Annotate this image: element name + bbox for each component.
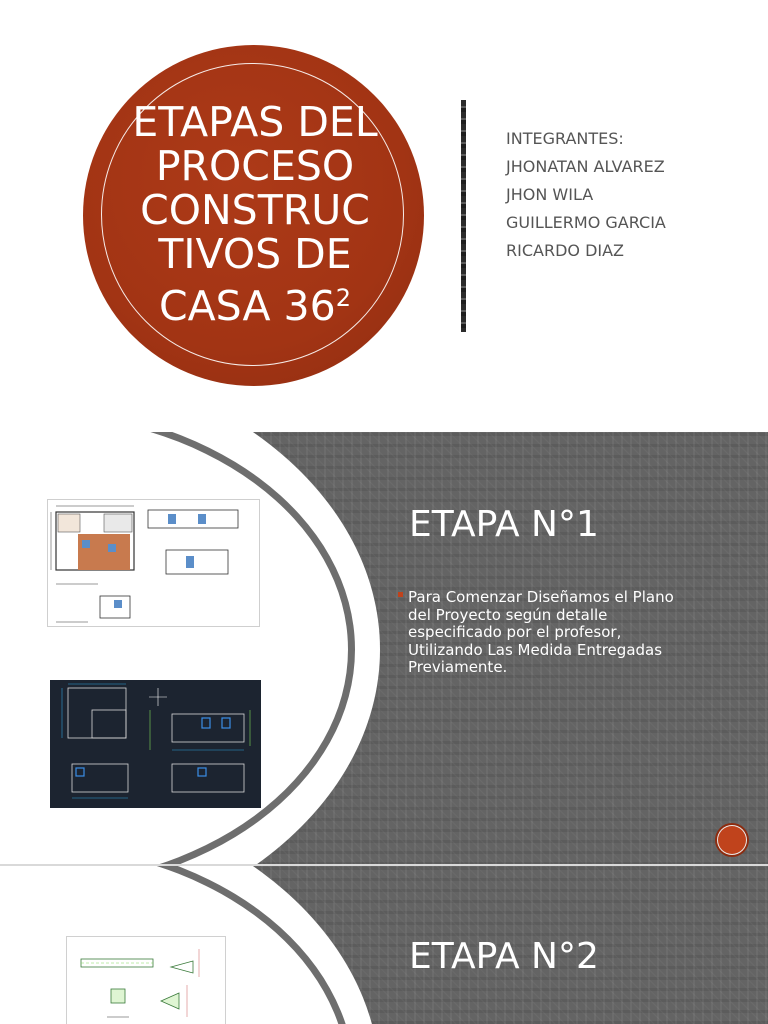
cad-plan-image <box>50 680 261 808</box>
title-slide <box>0 0 768 432</box>
members-heading: INTEGRANTES: <box>506 129 624 148</box>
presentation-title <box>100 100 410 328</box>
members-list <box>506 130 666 270</box>
etapa-1-heading: ETAPA N°1 <box>409 504 599 545</box>
title-line: TIVOS DE <box>158 230 352 278</box>
member-name: JHON WILA <box>506 185 594 204</box>
etapa-2-slide <box>0 866 768 1024</box>
member-name: RICARDO DIAZ <box>506 241 625 260</box>
title-superscript: 2 <box>335 284 351 312</box>
etapa-2-heading: ETAPA N°2 <box>409 936 599 977</box>
title-line: ETAPAS DEL <box>132 98 378 146</box>
title-line-text: CASA 36 <box>159 282 336 330</box>
etapa-1-slide <box>0 432 768 865</box>
title-line: CONSTRUC <box>140 186 370 234</box>
title-line: PROCESO <box>155 142 355 190</box>
next-slide-button[interactable] <box>718 826 746 854</box>
member-name: JHONATAN ALVAREZ <box>506 157 665 176</box>
bullet-icon <box>398 592 403 597</box>
structural-detail-image <box>66 936 226 1024</box>
member-name: GUILLERMO GARCIA <box>506 213 666 232</box>
vertical-divider <box>461 100 466 332</box>
etapa-1-bullet <box>408 589 698 677</box>
floor-plan-image <box>47 499 260 627</box>
etapa-1-bullet-text: Para Comenzar Diseñamos el Plano del Proyecto según detalle especificado por el profesor, Utilizando Las Medida Entregadas Previamente. <box>408 588 674 676</box>
title-line <box>100 276 410 328</box>
